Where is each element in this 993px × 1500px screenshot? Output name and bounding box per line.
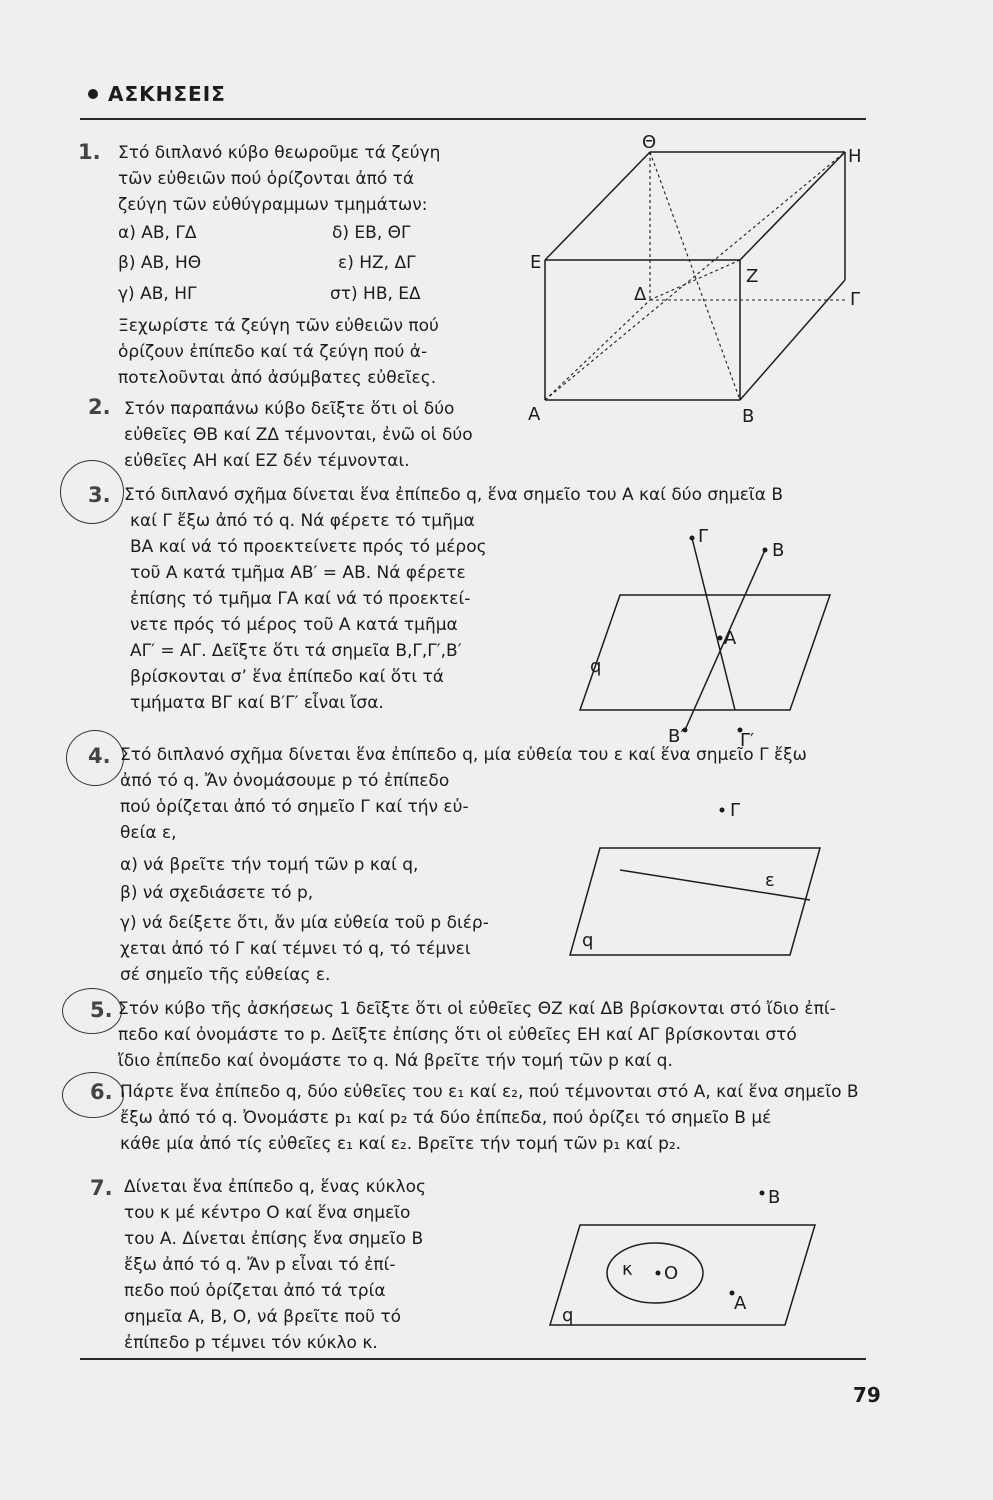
exercise-6-line: κάθε μία ἀπό τίς εὐθεῖες ε₁ καί ε₂. Βρεῖτε τήν τομή τῶν p₁ καί p₂. [120,1134,682,1154]
exercise-2-number: 2. [88,395,111,419]
cube-label: Ε [530,252,542,273]
exercise-1-item: γ) ΑΒ, ΗΓ [118,284,197,304]
exercise-1-item: δ) ΕΒ, ΘΓ [332,223,411,243]
figure-4-label: Γ [730,800,741,821]
exercise-1-line: τῶν εὐθειῶν πού ὁρίζονται ἀπό τά [118,169,415,189]
cube-label: Ζ [746,266,759,287]
exercise-4-line: α) νά βρεῖτε τήν τομή τῶν p καί q, [120,855,419,875]
figure-7-label: κ [622,1259,633,1280]
exercise-4-line: χεται ἀπό τό Γ καί τέμνει τό q, τό τέμνει [120,939,471,959]
exercise-7-line: ἔξω ἀπό τό q. Ἄν p εἶναι τό ἐπί- [124,1255,396,1275]
cube-label: Α [528,404,541,425]
exercise-6-line: Πάρτε ἕνα ἐπίπεδο q, δύο εὐθεῖες του ε₁ καί ε₂, πού τέμνονται στό Α, καί ἕνα σημεῖο Β [120,1082,859,1102]
bullet-icon [88,89,98,99]
exercise-4-line: θεία ε, [120,823,177,843]
figure-4-label: q [582,930,594,951]
figure-3-label: Β′ [668,726,685,747]
exercise-1-line: ζεύγη τῶν εὐθύγραμμων τμημάτων: [118,195,428,215]
exercise-1-line: Ξεχωρίστε τά ζεύγη τῶν εὐθειῶν πού [118,316,439,336]
exercise-5-line: πεδο καί ὀνομάστε το p. Δεῖξτε ἐπίσης ὅτι οἱ εὐθεῖες ΕΗ καί ΑΓ βρίσκονται στό [118,1025,797,1045]
exercise-3-line: βρίσκονται σ’ ἕνα ἐπίπεδο καί ὅτι τά [130,667,444,687]
exercise-3-line: καί Γ ἔξω ἀπό τό q. Νά φέρετε τό τμῆμα [130,511,475,531]
figure-4 [560,790,840,970]
figure-3 [560,520,850,750]
exercise-2-line: εὐθεῖες ΘΒ καί ΖΔ τέμνονται, ἐνῶ οἱ δύο [124,425,473,445]
exercise-1-item: στ) ΗΒ, ΕΔ [330,284,421,304]
figure-7-label: Ο [664,1263,679,1284]
figure-7-label: Α [734,1293,747,1314]
exercise-4-line: β) νά σχεδιάσετε τό p, [120,883,314,903]
exercise-4-line: ἀπό τό q. Ἄν ὀνομάσουμε p τό ἐπίπεδο [120,771,450,791]
figure-3-label: Β [772,540,785,561]
exercise-3-line: Στό διπλανό σχῆμα δίνεται ἕνα ἐπίπεδο q, ἕνα σημεῖο του Α καί δύο σημεῖα Β [124,485,783,505]
exercise-3-line: ἐπίσης τό τμῆμα ΓΑ καί νά τό προεκτεί- [130,589,471,609]
exercise-2-line: εὐθεῖες ΑΗ καί ΕΖ δέν τέμνονται. [124,451,410,471]
exercise-6-line: ἔξω ἀπό τό q. Ὀνομάστε p₁ καί p₂ τά δύο ἐπίπεδα, πού ὁρίζει τό σημεῖο Β μέ [120,1108,772,1128]
exercise-5-line: Στόν κύβο τῆς ἀσκήσεως 1 δεῖξτε ὅτι οἱ εὐθεῖες ΘΖ καί ΔΒ βρίσκονται στό ἴδιο ἐπί- [118,999,836,1019]
exercise-7-line: του Α. Δίνεται ἐπίσης ἕνα σημεῖο Β [124,1229,424,1249]
exercise-1-line: Στό διπλανό κύβο θεωροῦμε τά ζεύγη [118,143,441,163]
figure-4-label: ε [765,870,775,891]
section-header [88,82,226,106]
figure-7-label: q [562,1305,574,1326]
exercise-1-line: ποτελοῦνται ἀπό ἀσύμβατες εὐθεῖες. [118,368,437,388]
exercise-4-line: πού ὁρίζεται ἀπό τό σημεῖο Γ καί τήν εὐ- [120,797,469,817]
figure-3-label: Α [724,628,737,649]
cube-label: Η [848,146,862,167]
exercise-7-line: σημεῖα Α, Β, Ο, νά βρεῖτε ποῦ τό [124,1307,402,1327]
exercise-1-item: α) ΑΒ, ΓΔ [118,223,197,243]
exercise-7-line: του κ μέ κέντρο Ο καί ἕνα σημεῖο [124,1203,411,1223]
figure-7-label: Β [768,1187,781,1208]
exercise-4-line: Στό διπλανό σχῆμα δίνεται ἕνα ἐπίπεδο q, μία εὐθεία του ε καί ἕνα σημεῖο Γ ἔξω [120,745,807,765]
exercise-1-line: ὁρίζουν ἐπίπεδο καί τά ζεύγη πού ἀ- [118,342,428,362]
exercise-3-number: 3. [88,483,111,507]
exercise-4-number: 4. [88,744,111,768]
exercise-6-number: 6. [90,1080,113,1104]
exercise-5-number: 5. [90,998,113,1022]
figure-7 [540,1175,830,1335]
exercise-1-number: 1. [78,140,101,164]
exercise-7-line: Δίνεται ἕνα ἐπίπεδο q, ἕνας κύκλος [124,1177,426,1197]
cube-label: Γ [850,289,861,310]
exercise-4-line: γ) νά δείξετε ὅτι, ἄν μία εὐθεία τοῦ p διέρ- [120,913,489,933]
page-number: 79 [853,1383,881,1407]
exercise-7-line: πεδο πού ὁρίζεται ἀπό τά τρία [124,1281,386,1301]
exercise-3-line: νετε πρός τό μέρος τοῦ Α κατά τμῆμα [130,615,458,635]
cube-figure [520,130,880,430]
exercise-4-line: σέ σημεῖο τῆς εὐθείας ε. [120,965,331,985]
exercise-2-line: Στόν παραπάνω κύβο δεῖξτε ὅτι οἱ δύο [124,399,455,419]
cube-label: Δ [634,284,647,305]
figure-3-label: Γ′ [740,730,755,750]
exercise-3-line: τοῦ Α κατά τμῆμα ΑΒ′ = ΑΒ. Νά φέρετε [130,563,466,583]
exercise-5-line: ἴδιο ἐπίπεδο καί ὀνομάστε το q. Νά βρεῖτε τήν τομή τῶν p καί q. [118,1051,673,1071]
bottom-rule [80,1358,866,1360]
exercise-1-item: ε) ΗΖ, ΔΓ [338,253,416,273]
exercise-3-line: ΒΑ καί νά τό προεκτείνετε πρός τό μέρος [130,537,487,557]
top-rule [80,118,866,120]
cube-label: Θ [642,132,657,153]
exercise-7-line: ἐπίπεδο p τέμνει τόν κύκλο κ. [124,1333,378,1353]
exercise-3-line: τμήματα ΒΓ καί Β′Γ′ εἶναι ἴσα. [130,693,384,713]
figure-3-label: Γ [698,526,709,547]
cube-label: Β [742,406,755,427]
figure-3-label: q [590,656,602,677]
section-title: ΑΣΚΗΣΕΙΣ [108,82,226,106]
exercise-1-item: β) ΑΒ, ΗΘ [118,253,202,273]
exercise-7-number: 7. [90,1176,113,1200]
exercise-3-line: ΑΓ′ = ΑΓ. Δεῖξτε ὅτι τά σημεῖα Β,Γ,Γ′,Β′ [130,641,462,661]
